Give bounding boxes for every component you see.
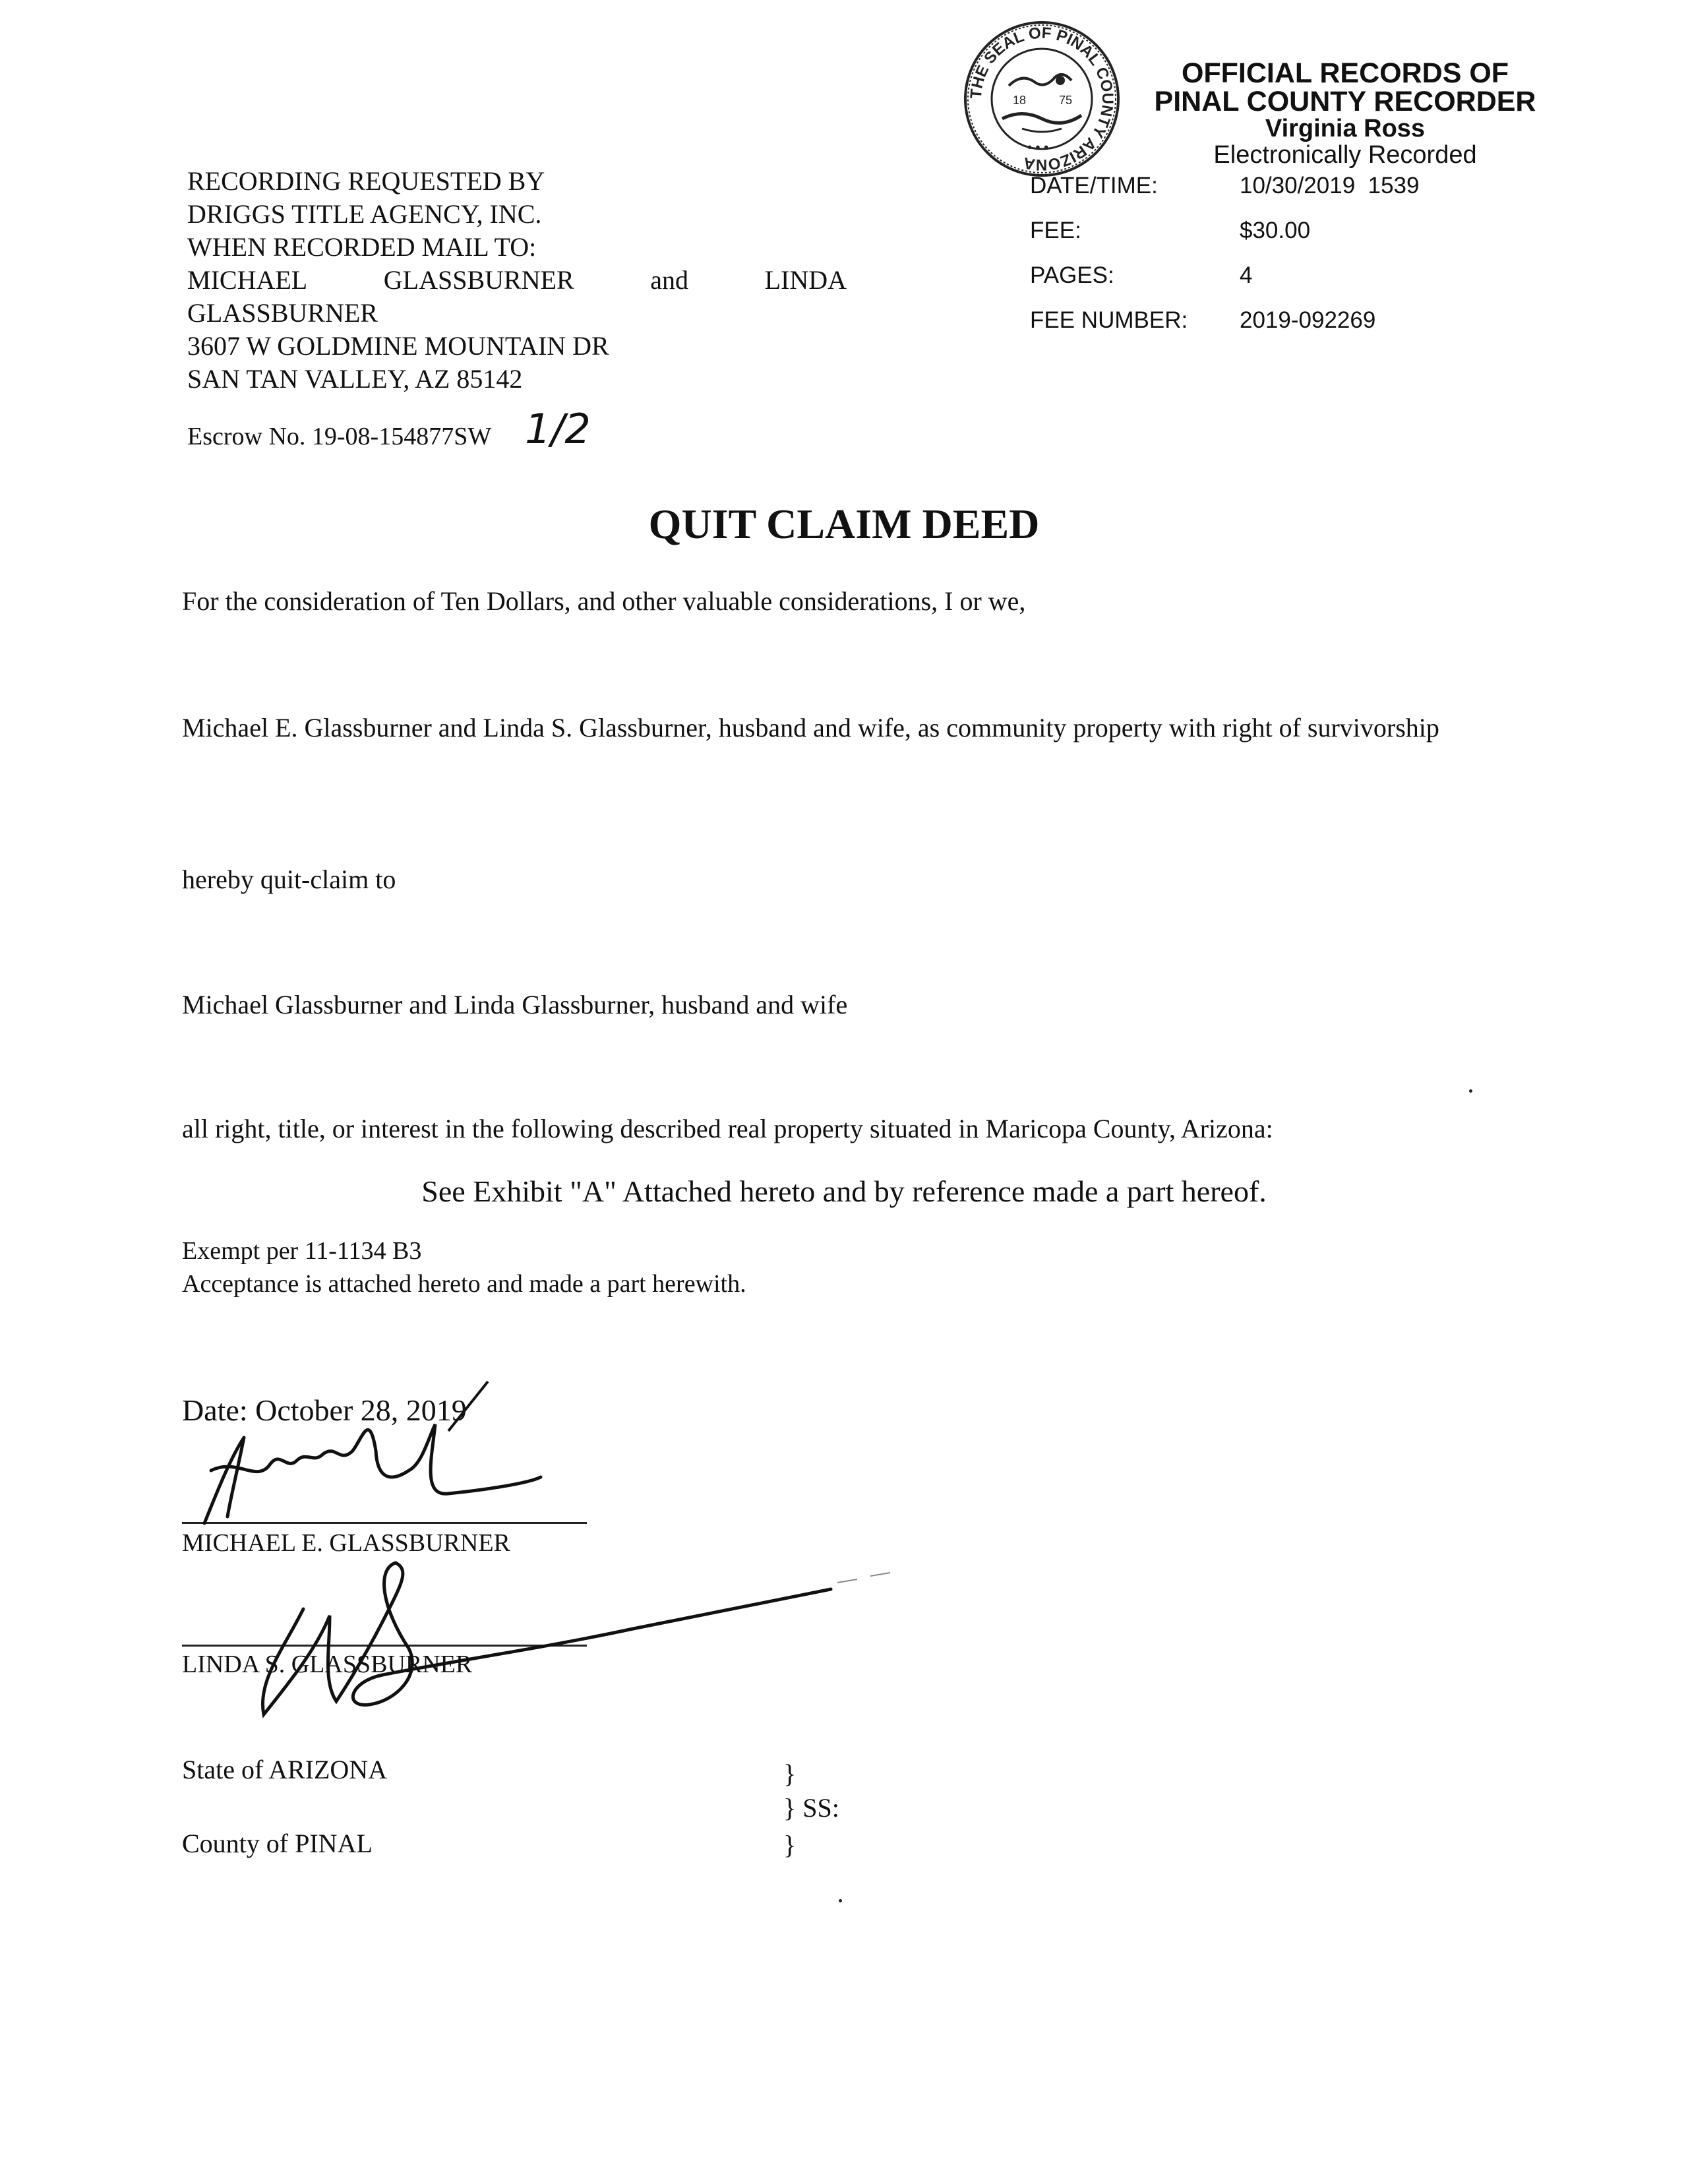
venue-brace: } [783, 1759, 797, 1788]
request-line-3: WHEN RECORDED MAIL TO: [187, 232, 537, 262]
exemption-text: Exempt per 11-1134 B3 [182, 1237, 422, 1265]
mail-to-word: LINDA [764, 265, 847, 295]
mail-to-city: SAN TAN VALLEY, AZ 85142 [187, 364, 523, 394]
signer-1-name: MICHAEL E. GLASSBURNER [182, 1529, 510, 1557]
mail-to-word: GLASSBURNER [383, 265, 574, 295]
info-row-datetime [1030, 173, 1557, 218]
grantees-text: Michael Glassburner and Linda Glassburner, husband and wife [182, 990, 848, 1019]
signer-2-name: LINDA S. GLASSBURNER [182, 1651, 473, 1678]
info-value: 10/30/2019 1539 [1240, 173, 1420, 198]
recorder-status: Electronically Recorded [1213, 141, 1477, 169]
escrow-handwritten-note: 1/2 [525, 405, 591, 453]
info-row-fee [1030, 218, 1557, 262]
mail-to-word: MICHAEL [187, 265, 308, 295]
recorder-line-2: PINAL COUNTY RECORDER [1154, 86, 1536, 117]
recording-request-block [187, 165, 873, 396]
consideration-text: For the consideration of Ten Dollars, and other valuable considerations, I or we, [182, 586, 1026, 616]
signature-date: Date: October 28, 2019 [182, 1393, 467, 1427]
info-row-pages [1030, 262, 1557, 307]
exemption-block [182, 1234, 746, 1300]
info-label: PAGES: [1030, 262, 1114, 288]
scan-speck [839, 1899, 842, 1902]
mail-to-street: 3607 W GOLDMINE MOUNTAIN DR [187, 331, 609, 361]
info-row-fee-number [1030, 307, 1557, 352]
scan-speck [1469, 1089, 1472, 1093]
mail-to-surname: GLASSBURNER [187, 298, 378, 328]
property-text: all right, title, or interest in the following described real property situated in Maricopa County, Arizona: [182, 1114, 1273, 1143]
escrow-number: Escrow No. 19-08-154877SW [187, 423, 492, 450]
mail-to-word: and [650, 265, 689, 295]
info-value: 2019-092269 [1240, 307, 1376, 333]
recorder-name: Virginia Ross [1265, 115, 1426, 142]
seal-year-right: 75 [1059, 94, 1073, 107]
svg-text:• • •: • • • [1027, 140, 1049, 155]
grantors-text: Michael E. Glassburner and Linda S. Glassburner, husband and wife, as community property with right of survivorship [182, 713, 1439, 743]
info-label: FEE: [1030, 218, 1081, 243]
recording-info [1030, 173, 1557, 352]
quitclaim-text: hereby quit-claim to [182, 864, 396, 894]
seal-year-left: 18 [1013, 94, 1027, 107]
document-title: QUIT CLAIM DEED [648, 501, 1040, 547]
recorder-line-1: OFFICIAL RECORDS OF [1181, 57, 1509, 89]
info-value: $30.00 [1240, 218, 1311, 243]
handwritten-signatures-icon [171, 1372, 963, 1741]
request-line-1: RECORDING REQUESTED BY [187, 166, 545, 196]
county-seal-icon [963, 20, 1121, 178]
mail-to-line [187, 264, 847, 297]
info-label: DATE/TIME: [1030, 173, 1158, 198]
venue-brace: } [783, 1830, 797, 1860]
request-line-2: DRIGGS TITLE AGENCY, INC. [187, 199, 542, 229]
info-value: 4 [1240, 262, 1253, 288]
acceptance-text: Acceptance is attached hereto and made a part herewith. [182, 1270, 746, 1298]
info-label: FEE NUMBER: [1030, 307, 1188, 333]
seal-ring-text: THE SEAL OF PINAL COUNTY ARIZONA [967, 24, 1117, 174]
recorder-header [1147, 59, 1543, 167]
notary-state: State of ARIZONA [182, 1755, 388, 1784]
exhibit-reference: See Exhibit "A" Attached hereto and by reference made a part hereof. [421, 1174, 1267, 1208]
notary-county: County of PINAL [182, 1829, 373, 1858]
venue-ss: } SS: [783, 1793, 839, 1823]
